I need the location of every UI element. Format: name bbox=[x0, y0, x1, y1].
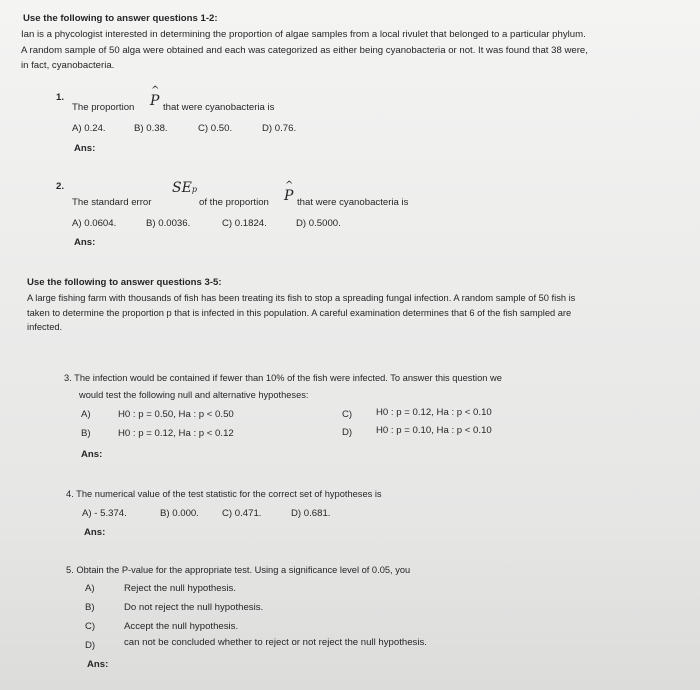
intro-1-2 bbox=[21, 27, 588, 74]
q3-stem-line: would test the following null and alternative hypotheses: bbox=[79, 390, 309, 400]
q4-option-c: C) 0.471. bbox=[222, 508, 262, 519]
q5-option-d-text: can not be concluded whether to reject or not reject the null hypothesis. bbox=[124, 637, 427, 648]
intro-line: infected. bbox=[27, 322, 63, 332]
section-heading-3-5: Use the following to answer questions 3-5: bbox=[27, 277, 222, 288]
q4-answer-label: Ans: bbox=[84, 527, 106, 538]
q3-option-a-label: A) bbox=[81, 409, 91, 420]
q2-option-d: D) 0.5000. bbox=[296, 218, 341, 229]
q2-stem-a: The standard error bbox=[72, 197, 152, 208]
q5-option-d-label: D) bbox=[85, 640, 96, 651]
q2-stem-b: of the proportion bbox=[199, 197, 269, 208]
intro-line: A random sample of 50 alga were obtained and each was categorized as either being cyanobacteria or not. It was found that 38 were, bbox=[21, 44, 588, 56]
intro-line: taken to determine the proportion p that is infected in this population. A careful examination determines that 6 of the fish sampled are bbox=[27, 307, 572, 318]
q3-option-d-text: H0 : p = 0.10, Ha : p < 0.10 bbox=[376, 425, 492, 436]
q3-option-c-text: H0 : p = 0.12, Ha : p < 0.10 bbox=[376, 407, 492, 418]
q5-option-b-text: Do not reject the null hypothesis. bbox=[124, 602, 264, 613]
q5-option-b-label: B) bbox=[85, 602, 95, 613]
q4-option-b: B) 0.000. bbox=[160, 508, 199, 519]
q5-option-a-text: Reject the null hypothesis. bbox=[124, 583, 236, 594]
q2-option-b: B) 0.0036. bbox=[146, 218, 191, 229]
q3-option-a-text: H0 : p = 0.50, Ha : p < 0.50 bbox=[118, 409, 234, 420]
intro-line: Ian is a phycologist interested in determining the proportion of algae samples from a local rivulet that belonged to a particular phylum. bbox=[21, 29, 586, 40]
q3-stem bbox=[64, 370, 502, 404]
p-hat-symbol: ^ P bbox=[284, 188, 293, 204]
q2-option-c: C) 0.1824. bbox=[222, 218, 267, 229]
intro-3-5 bbox=[27, 291, 575, 335]
q5-option-c-label: C) bbox=[85, 621, 96, 632]
q5-option-a-label: A) bbox=[85, 583, 95, 594]
q4-stem: 4. The numerical value of the test statistic for the correct set of hypotheses is bbox=[66, 489, 382, 499]
q2-stem-c: that were cyanobacteria is bbox=[297, 197, 409, 208]
q1-option-a: A) 0.24. bbox=[72, 123, 106, 134]
q2-answer-label: Ans: bbox=[74, 237, 96, 248]
q4-option-d: D) 0.681. bbox=[291, 508, 331, 519]
q1-option-b: B) 0.38. bbox=[134, 123, 168, 134]
intro-line: in fact, cyanobacteria. bbox=[21, 60, 115, 71]
p-hat-symbol: ^ P bbox=[150, 93, 159, 109]
q1-stem-a: The proportion bbox=[72, 102, 135, 113]
q1-option-c: C) 0.50. bbox=[198, 123, 233, 134]
q5-option-c-text: Accept the null hypothesis. bbox=[124, 621, 239, 632]
q3-option-b-label: B) bbox=[81, 428, 91, 439]
q1-stem-b: that were cyanobacteria is bbox=[163, 102, 275, 113]
section-heading-1-2: Use the following to answer questions 1-2: bbox=[23, 13, 218, 24]
se-p-symbol: SEp bbox=[172, 180, 197, 196]
q4-option-a: A) - 5.374. bbox=[82, 508, 127, 519]
q2-number: 2. bbox=[56, 181, 65, 192]
q1-answer-label: Ans: bbox=[74, 143, 96, 154]
q3-answer-label: Ans: bbox=[81, 449, 103, 460]
q3-stem-line: 3. The infection would be contained if fewer than 10% of the fish were infected. To answer this question we bbox=[64, 373, 502, 383]
q1-number: 1. bbox=[56, 92, 65, 103]
q3-option-b-text: H0 : p = 0.12, Ha : p < 0.12 bbox=[118, 428, 234, 439]
q5-stem: 5. Obtain the P-value for the appropriate test. Using a significance level of 0.05, you bbox=[66, 565, 411, 575]
q3-option-d-label: D) bbox=[342, 427, 353, 438]
q5-answer-label: Ans: bbox=[87, 659, 109, 670]
intro-line: A large fishing farm with thousands of fish has been treating its fish to stop a spreading fungal infection. A random sample of 50 fish is bbox=[27, 293, 576, 303]
q3-option-c-label: C) bbox=[342, 409, 353, 420]
q2-option-a: A) 0.0604. bbox=[72, 218, 117, 229]
q1-option-d: D) 0.76. bbox=[262, 123, 297, 134]
